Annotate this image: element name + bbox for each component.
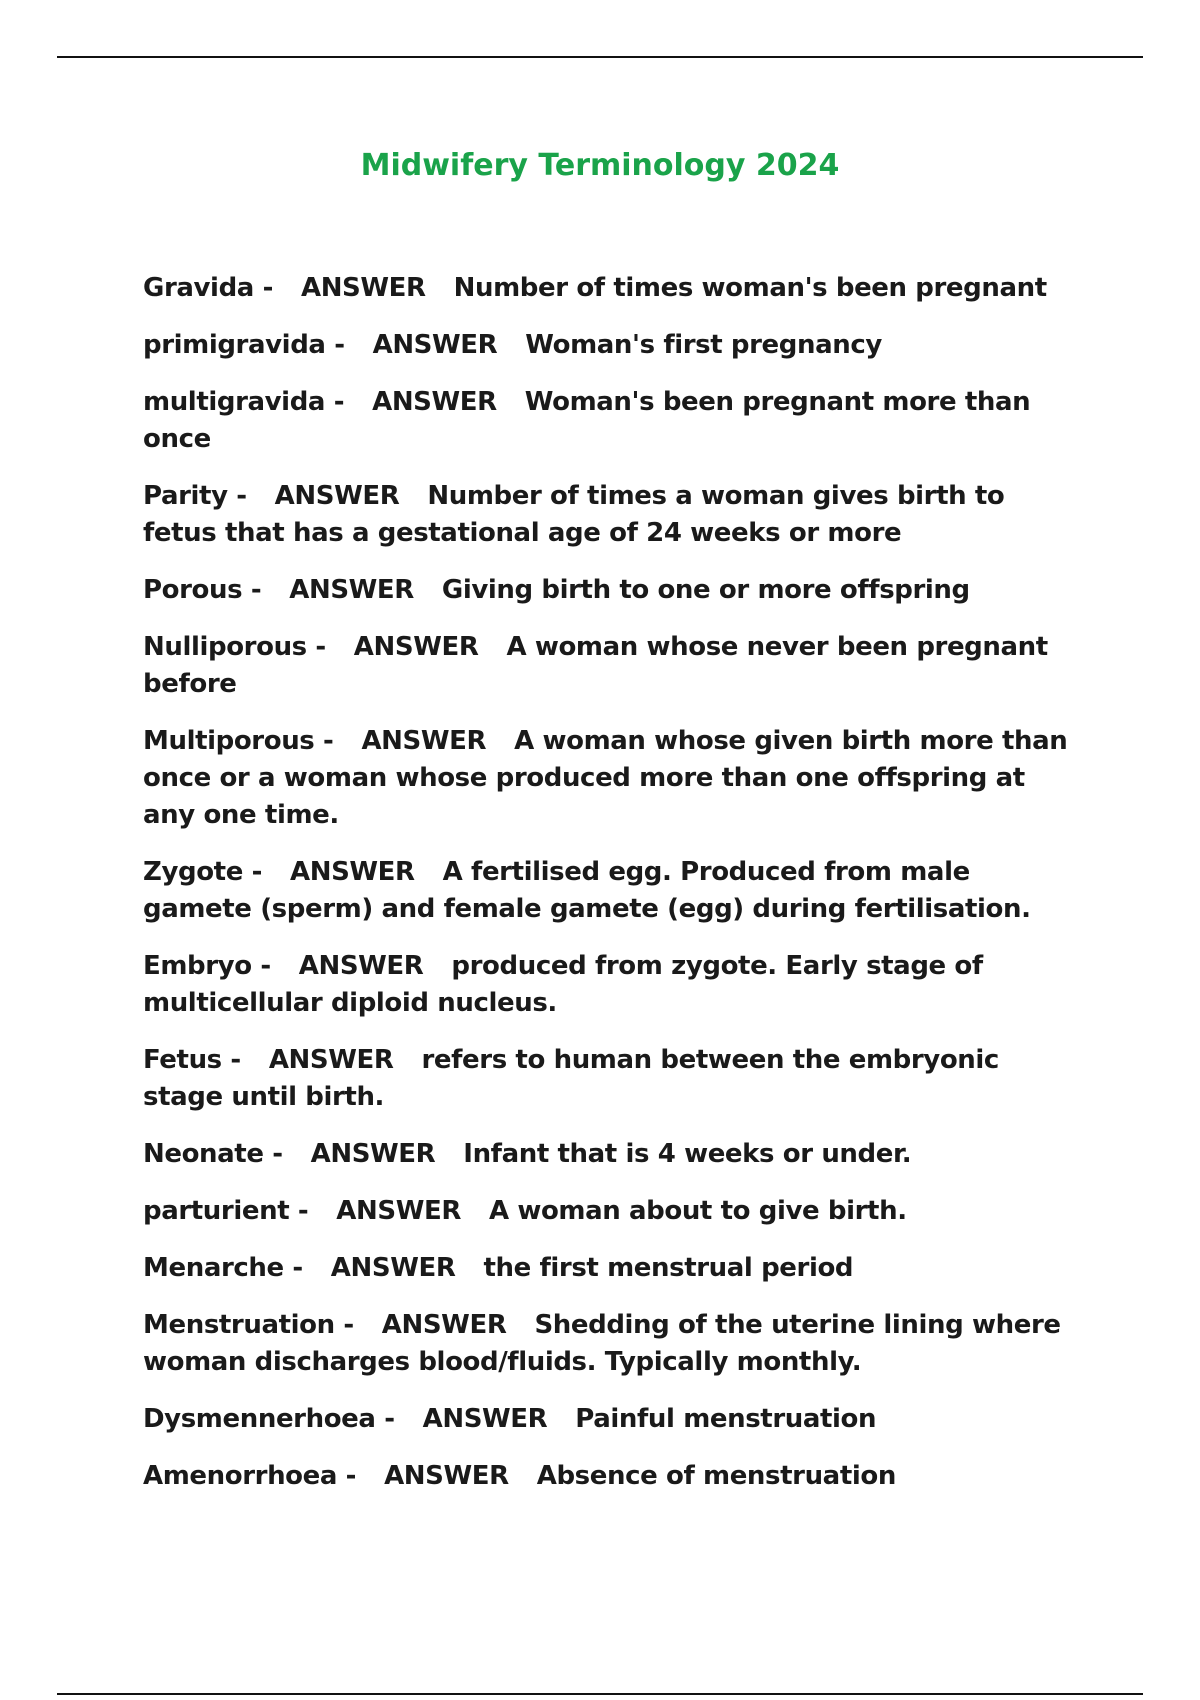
entry-definition: Woman's first pregnancy	[525, 330, 882, 360]
entry-answer-label: ANSWER	[310, 1139, 436, 1169]
entry-term: Embryo -	[143, 951, 271, 981]
entry-term: Gravida -	[143, 273, 273, 303]
list-item	[143, 270, 1083, 307]
entry-term: parturient -	[143, 1196, 309, 1226]
entry-definition: the first menstrual period	[483, 1253, 854, 1283]
top-rule	[57, 56, 1143, 58]
list-item	[143, 1250, 1083, 1287]
entry-term: Porous -	[143, 575, 262, 605]
entry-answer-label: ANSWER	[381, 1310, 507, 1340]
entry-term: Dysmennerhoea -	[143, 1404, 395, 1434]
list-item	[143, 478, 1083, 552]
entry-definition: Number of times woman's been pregnant	[453, 273, 1047, 303]
list-item	[143, 723, 1083, 834]
list-item	[143, 1401, 1083, 1438]
list-item	[143, 948, 1083, 1022]
entry-answer-label: ANSWER	[422, 1404, 548, 1434]
entry-definition: Shedding of the uterine lining where woman discharges blood/fluids. Typically monthly.	[143, 1310, 1061, 1377]
list-item	[143, 384, 1083, 458]
list-item	[143, 629, 1083, 703]
entry-term: primigravida -	[143, 330, 345, 360]
entry-term: Multiporous -	[143, 726, 334, 756]
entry-term: Menarche -	[143, 1253, 303, 1283]
entry-answer-label: ANSWER	[289, 857, 415, 887]
entry-term: Neonate -	[143, 1139, 283, 1169]
list-item	[143, 854, 1083, 928]
entry-definition: A fertilised egg. Produced from male gamete (sperm) and female gamete (egg) during fertilisation.	[143, 857, 1031, 924]
entry-definition: Painful menstruation	[575, 1404, 877, 1434]
entry-definition: refers to human between the embryonic stage until birth.	[143, 1045, 999, 1112]
list-item	[143, 1458, 1083, 1495]
list-item	[143, 327, 1083, 364]
entry-answer-label: ANSWER	[274, 481, 400, 511]
entry-definition: A woman about to give birth.	[488, 1196, 907, 1226]
bottom-rule	[57, 1693, 1143, 1695]
entry-answer-label: ANSWER	[336, 1196, 461, 1226]
entry-answer-label: ANSWER	[268, 1045, 394, 1075]
entry-term: Menstruation -	[143, 1310, 354, 1340]
entry-answer-label: ANSWER	[289, 575, 414, 605]
entry-definition: Number of times a woman gives birth to fetus that has a gestational age of 24 weeks or more	[143, 481, 1005, 548]
list-item	[143, 1193, 1083, 1230]
entry-definition: Woman's been pregnant more than once	[143, 387, 1031, 454]
entry-answer-label: ANSWER	[384, 1461, 509, 1491]
entry-answer-label: ANSWER	[372, 330, 498, 360]
entry-answer-label: ANSWER	[353, 632, 479, 662]
document-title: Midwifery Terminology 2024	[360, 148, 840, 183]
entry-term: Zygote -	[143, 857, 262, 887]
entry-definition: A woman whose given birth more than once or a woman whose produced more than one offspring at any one time.	[143, 726, 1068, 830]
list-item	[143, 572, 1083, 609]
entry-answer-label: ANSWER	[298, 951, 424, 981]
list-item	[143, 1136, 1083, 1173]
entry-answer-label: ANSWER	[372, 387, 497, 417]
entry-term: Fetus -	[143, 1045, 241, 1075]
entry-answer-label: ANSWER	[361, 726, 487, 756]
list-item	[143, 1307, 1083, 1381]
entry-definition: produced from zygote. Early stage of multicellular diploid nucleus.	[143, 951, 983, 1018]
entry-term: multigravida -	[143, 387, 345, 417]
entry-definition: A woman whose never been pregnant before	[143, 632, 1048, 699]
terminology-list	[143, 270, 1083, 1515]
entry-definition: Infant that is 4 weeks or under.	[463, 1139, 912, 1169]
list-item	[143, 1042, 1083, 1116]
entry-term: Nulliporous -	[143, 632, 326, 662]
entry-answer-label: ANSWER	[300, 273, 426, 303]
entry-definition: Giving birth to one or more offspring	[441, 575, 970, 605]
entry-term: Parity -	[143, 481, 247, 511]
entry-answer-label: ANSWER	[330, 1253, 456, 1283]
entry-definition: Absence of menstruation	[536, 1461, 896, 1491]
entry-term: Amenorrhoea -	[143, 1461, 357, 1491]
